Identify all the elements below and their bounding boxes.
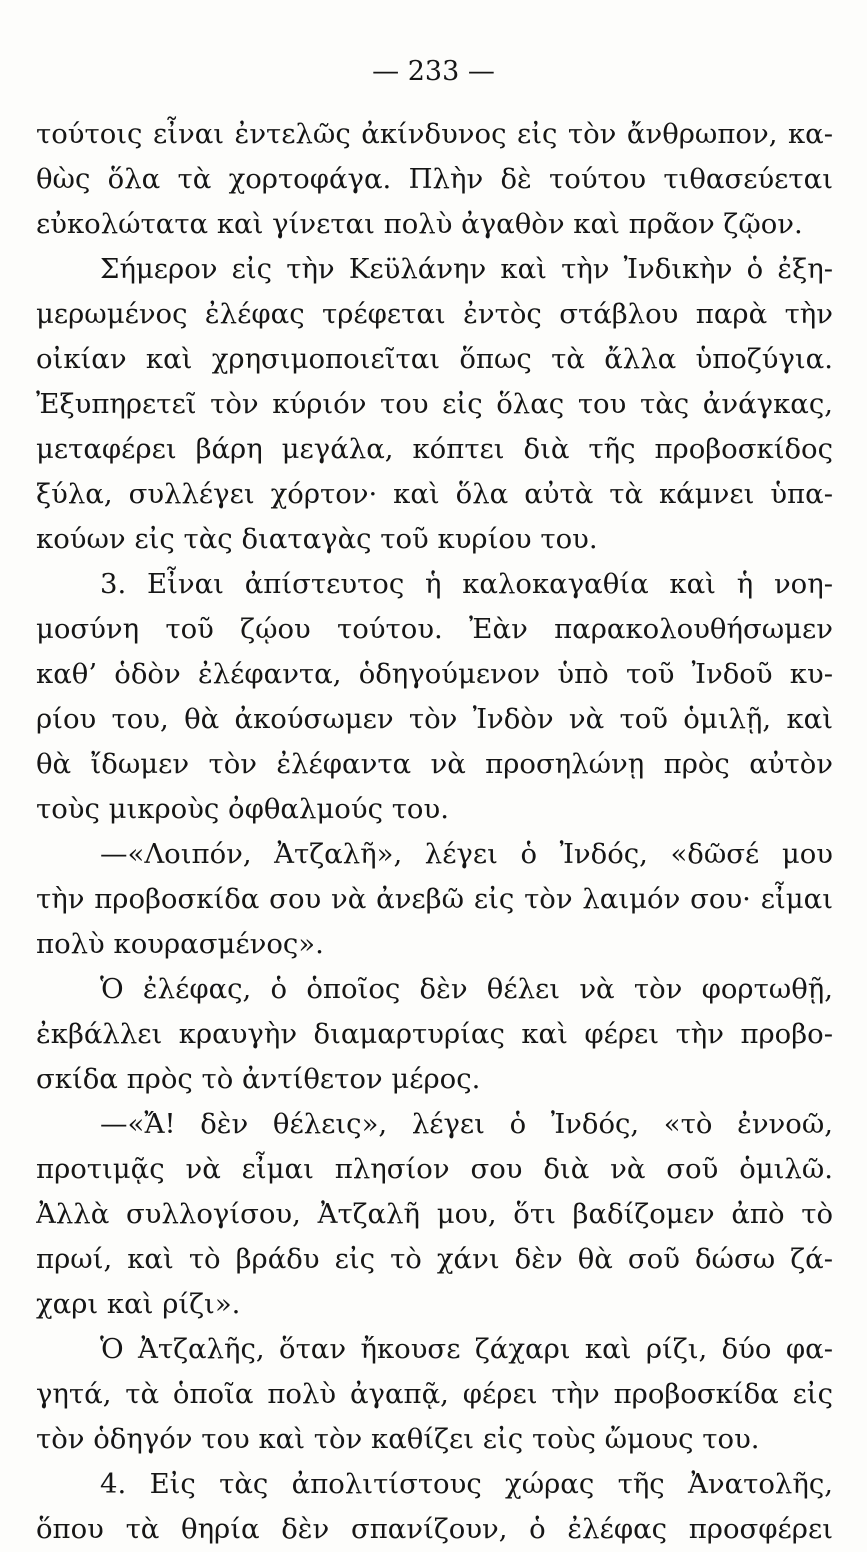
text-line: 3. Εἶναι ἀπίστευτος ἡ καλοκαγαθία καὶ ἡ νοη- <box>100 568 833 600</box>
text-line: κούων εἰς τὰς διαταγὰς τοῦ κυρίου του. <box>36 523 598 555</box>
text-line: προτιμᾷς νὰ εἶμαι πλησίον σου διὰ νὰ σοῦ ὁμιλῶ. <box>36 1153 833 1185</box>
text-line: τὸν ὁδηγόν του καὶ τὸν καθίζει εἰς τοὺς ὤμους του. <box>36 1423 760 1455</box>
text-line: ἐκβάλλει κραυγὴν διαμαρτυρίας καὶ φέρει τὴν προβο- <box>36 1018 833 1050</box>
text-line: καθ’ ὁδὸν ἐλέφαντα, ὁδηγούμενον ὑπὸ τοῦ Ἰνδοῦ κυ- <box>36 658 833 690</box>
text-line: Ἐξυπηρετεῖ τὸν κύριόν του εἰς ὅλας του τὰς ἀνάγκας, <box>36 388 833 420</box>
text-line: θὰ ἴδωμεν τὸν ἐλέφαντα νὰ προσηλώνῃ πρὸς αὐτὸν <box>36 748 833 780</box>
text-line: μεταφέρει βάρη μεγάλα, κόπτει διὰ τῆς προβοσκίδος <box>36 433 833 465</box>
text-line: ξύλα, συλλέγει χόρτον· καὶ ὅλα αὐτὰ τὰ κάμνει ὑπα- <box>36 478 833 510</box>
text-line: μοσύνη τοῦ ζῴου τούτου. Ἐὰν παρακολουθήσωμεν <box>36 613 833 645</box>
text-line: 4. Εἰς τὰς ἀπολιτίστους χώρας τῆς Ἀνατολῆς, <box>100 1468 833 1500</box>
page-number: — 233 — <box>372 56 495 87</box>
text-line: πολὺ κουρασμένος». <box>36 928 324 960</box>
text-line: ὅπου τὰ θηρία δὲν σπανίζουν, ὁ ἐλέφας προσφέρει <box>36 1513 833 1545</box>
text-line: Σήμερον εἰς τὴν Κεϋλάνην καὶ τὴν Ἰνδικὴν ὁ ἐξη- <box>100 253 833 285</box>
text-line: τὴν προβοσκίδα σου νὰ ἀνεβῶ εἰς τὸν λαιμόν σου· εἶμαι <box>36 883 833 915</box>
text-line: —«Λοιπόν, Ἀτζαλῆ», λέγει ὁ Ἰνδός, «δῶσέ μου <box>100 838 833 870</box>
text-line: εὐκολώτατα καὶ γίνεται πολὺ ἀγαθὸν καὶ πρᾶον ζῷον. <box>36 208 803 240</box>
text-line: τούτοις εἶναι ἐντελῶς ἀκίνδυνος εἰς τὸν ἄνθρωπον, κα- <box>36 118 833 150</box>
text-line: Ὁ ἐλέφας, ὁ ὁποῖος δὲν θέλει νὰ τὸν φορτωθῇ, <box>100 973 833 1005</box>
text-line: Ὁ Ἀτζαλῆς, ὅταν ἤκουσε ζάχαρι καὶ ρίζι, δύο φα- <box>100 1333 833 1365</box>
text-line: —«Ἄ! δὲν θέλεις», λέγει ὁ Ἰνδός, «τὸ ἐννοῶ, <box>100 1108 833 1140</box>
text-line: χαρι καὶ ρίζι». <box>36 1288 241 1320</box>
text-line: τοὺς μικροὺς ὀφθαλμούς του. <box>36 793 449 825</box>
text-line: πρωί, καὶ τὸ βράδυ εἰς τὸ χάνι δὲν θὰ σοῦ δώσω ζά- <box>36 1243 833 1275</box>
text-line: σκίδα πρὸς τὸ ἀντίθετον μέρος. <box>36 1063 481 1095</box>
text-line: Ἀλλὰ συλλογίσου, Ἀτζαλῆ μου, ὅτι βαδίζομεν ἀπὸ τὸ <box>36 1198 833 1230</box>
body-text <box>36 112 833 1552</box>
text-line: μερωμένος ἐλέφας τρέφεται ἐντὸς στάβλου παρὰ τὴν <box>36 298 833 330</box>
text-line: ρίου του, θὰ ἀκούσωμεν τὸν Ἰνδὸν νὰ τοῦ ὁμιλῇ, καὶ <box>36 703 833 735</box>
text-line: θὼς ὅλα τὰ χορτοφάγα. Πλὴν δὲ τούτου τιθασεύεται <box>36 163 833 195</box>
text-line: γητά, τὰ ὁποῖα πολὺ ἀγαπᾷ, φέρει τὴν προβοσκίδα εἰς <box>36 1378 833 1410</box>
text-line: οἰκίαν καὶ χρησιμοποιεῖται ὅπως τὰ ἄλλα ὑποζύγια. <box>36 343 833 375</box>
